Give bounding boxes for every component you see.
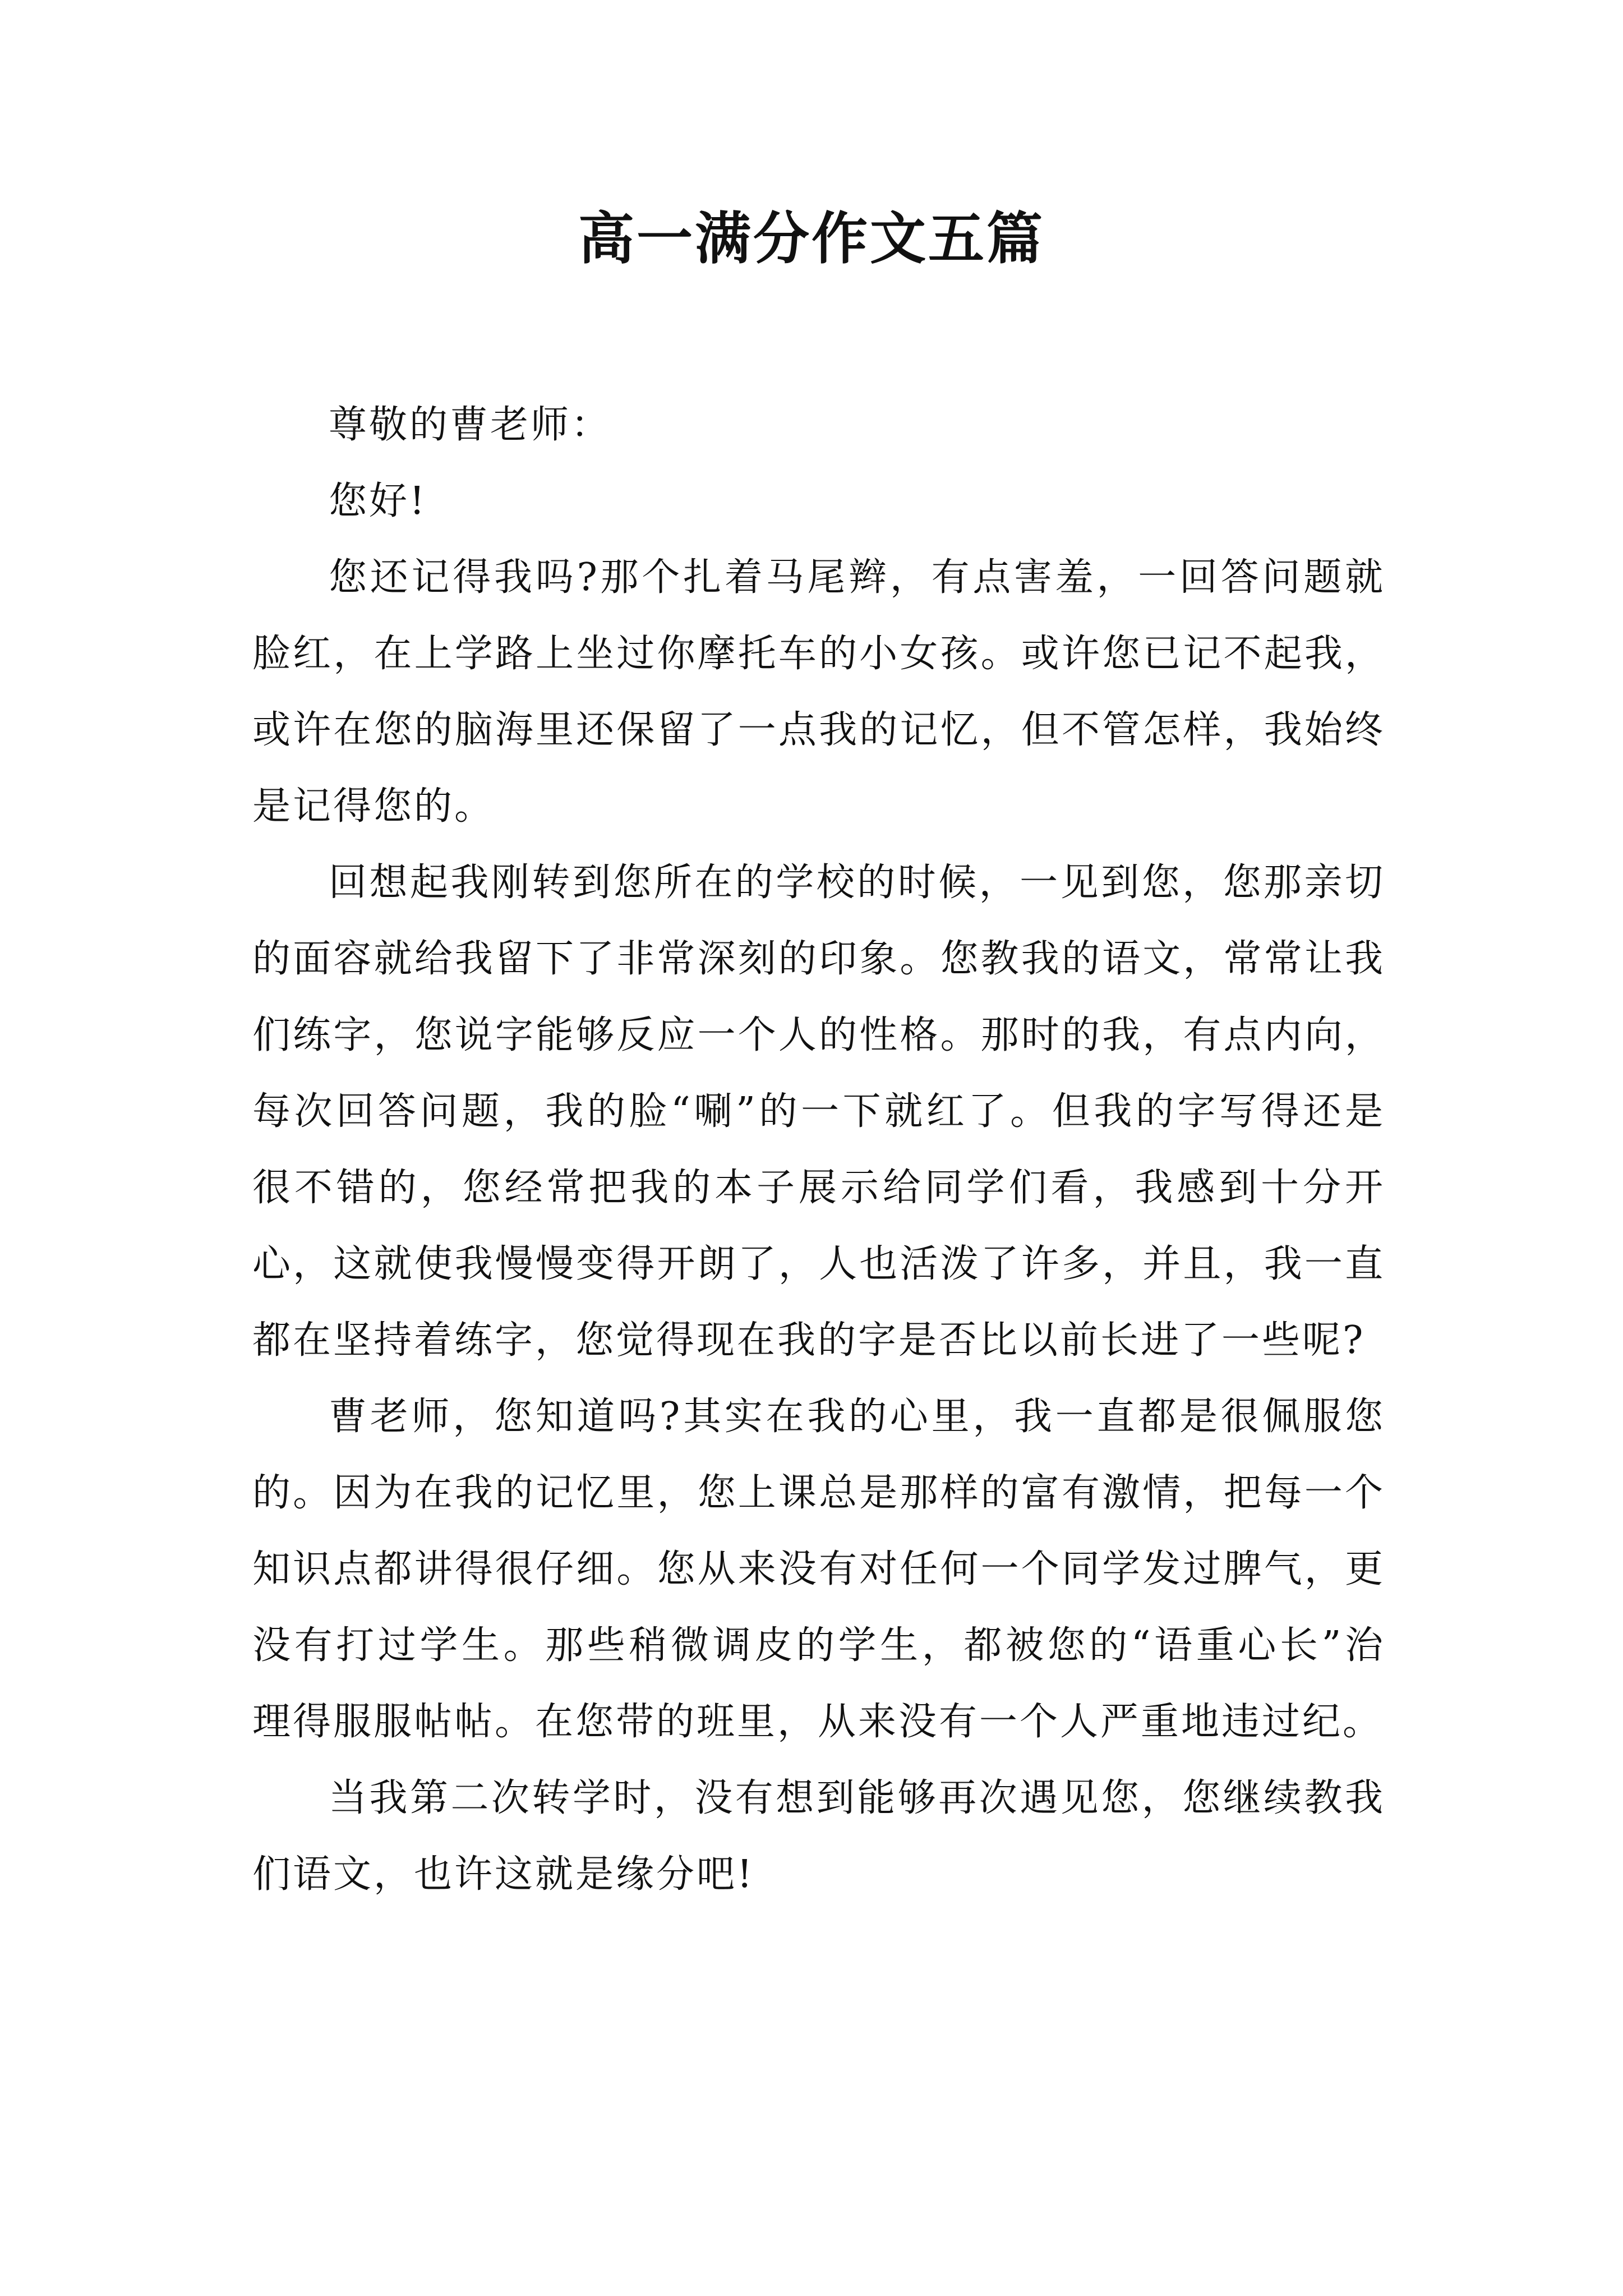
- paragraph: 您还记得我吗?那个扎着马尾辫，有点害羞，一回答问题就脸红，在上学路上坐过你摩托车的小女孩。或许您已记不起我，或许在您的脑海里还保留了一点我的记忆，但不管怎样，我始终是记得您的。: [252, 555, 1385, 829]
- document-title: 高一满分作文五篇: [578, 205, 1045, 272]
- salutation: 尊敬的曹老师：: [329, 403, 612, 447]
- paragraph: 当我第二次转学时，没有想到能够再次遇见您，您继续教我们语文，也许这就是缘分吧!: [252, 1776, 1385, 1897]
- greeting: 您好!: [329, 479, 427, 523]
- paragraph: 曹老师，您知道吗?其实在我的心里，我一直都是很佩服您的。因为在我的记忆里，您上课总是那样的富有激情，把每一个知识点都讲得很仔细。您从来没有对任何一个同学发过脾气，更没有打过学生。那些稍微调皮的学生，都被您的“语重心长”治理得服服帖帖。在您带的班里，从来没有一个人严重地违过纪。: [252, 1395, 1385, 1744]
- paragraph: 回想起我刚转到您所在的学校的时候，一见到您，您那亲切的面容就给我留下了非常深刻的印象。您教我的语文，常常让我们练字，您说字能够反应一个人的性格。那时的我，有点内向，每次回答问题，我的脸“唰”的一下就红了。但我的字写得还是很不错的，您经常把我的本子展示给同学们看，我感到十分开心，这就使我慢慢变得开朗了，人也活泼了许多，并且，我一直都在坚持着练字，您觉得现在我的字是否比以前长进了一些呢?: [252, 861, 1385, 1363]
- document-body: [252, 387, 1385, 1913]
